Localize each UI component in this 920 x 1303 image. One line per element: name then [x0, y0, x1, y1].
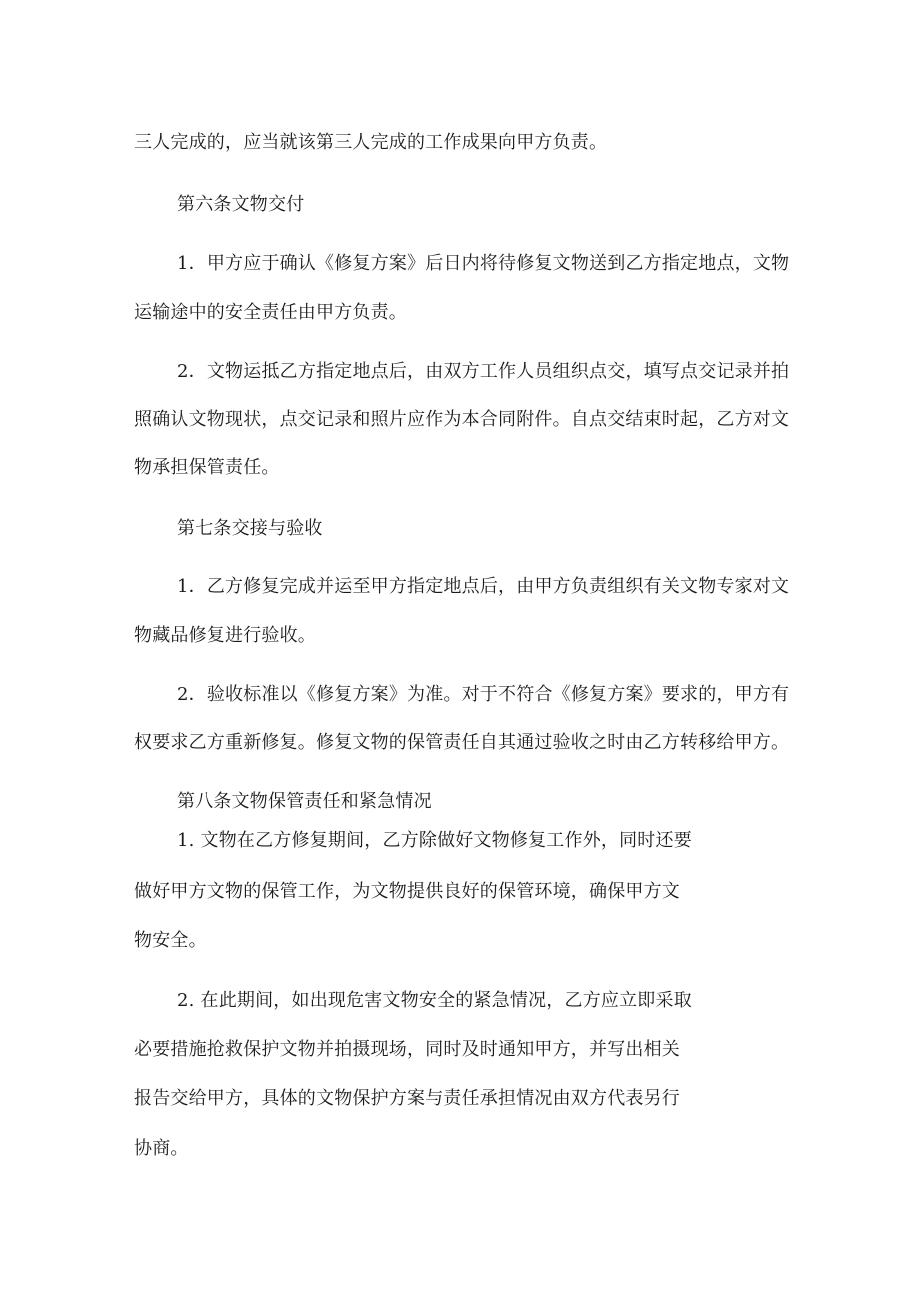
article-6-heading: 第六条文物交付	[177, 194, 305, 215]
article-6-item-2-line-2: 照确认文物现状，点交记录和照片应作为本合同附件。自点交结束时起，乙方对文	[134, 409, 790, 430]
article-8-item-2-line-3: 报告交给甲方，具体的文物保护方案与责任承担情况由双方代表另行	[134, 1088, 680, 1109]
article-8-item-2-line-4: 协商。	[134, 1138, 189, 1159]
article-6-item-2-line-3: 物承担保管责任。	[134, 457, 280, 478]
article-8-item-1-line-1: 1. 文物在乙方修复期间，乙方除做好文物修复工作外，同时还要	[177, 830, 692, 851]
article-7-item-2-line-2: 权要求乙方重新修复。修复文物的保管责任自其通过验收之时由乙方转移给甲方。	[134, 732, 790, 753]
article-7-item-2-line-1: 2．验收标准以《修复方案》为准。对于不符合《修复方案》要求的，甲方有	[177, 684, 790, 705]
article-6-item-2-line-1: 2．文物运抵乙方指定地点后，由双方工作人员组织点交，填写点交记录并拍	[177, 361, 790, 382]
article-6-item-1-line-2: 运输途中的安全责任由甲方负责。	[134, 302, 407, 323]
article-7-item-1-line-2: 物藏品修复进行验收。	[134, 625, 316, 646]
article-8-item-1-line-3: 物安全。	[134, 930, 207, 951]
article-6-item-1-line-1: 1．甲方应于确认《修复方案》后日内将待修复文物送到乙方指定地点，文物	[177, 253, 790, 274]
article-8-item-2-line-2: 必要措施抢救保护文物并拍摄现场，同时及时通知甲方，并写出相关	[134, 1039, 680, 1060]
article-7-item-1-line-1: 1．乙方修复完成并运至甲方指定地点后，由甲方负责组织有关文物专家对文	[177, 576, 790, 597]
article-8-item-2-line-1: 2. 在此期间，如出现危害文物安全的紧急情况，乙方应立即采取	[177, 990, 692, 1011]
article-7-heading: 第七条交接与验收	[177, 518, 323, 539]
article-8-item-1-line-2: 做好甲方文物的保管工作，为文物提供良好的保管环境，确保甲方文	[134, 881, 680, 902]
paragraph-line-1: 三人完成的，应当就该第三人完成的工作成果向甲方负责。	[134, 132, 608, 153]
article-8-heading: 第八条文物保管责任和紧急情况	[177, 791, 432, 812]
